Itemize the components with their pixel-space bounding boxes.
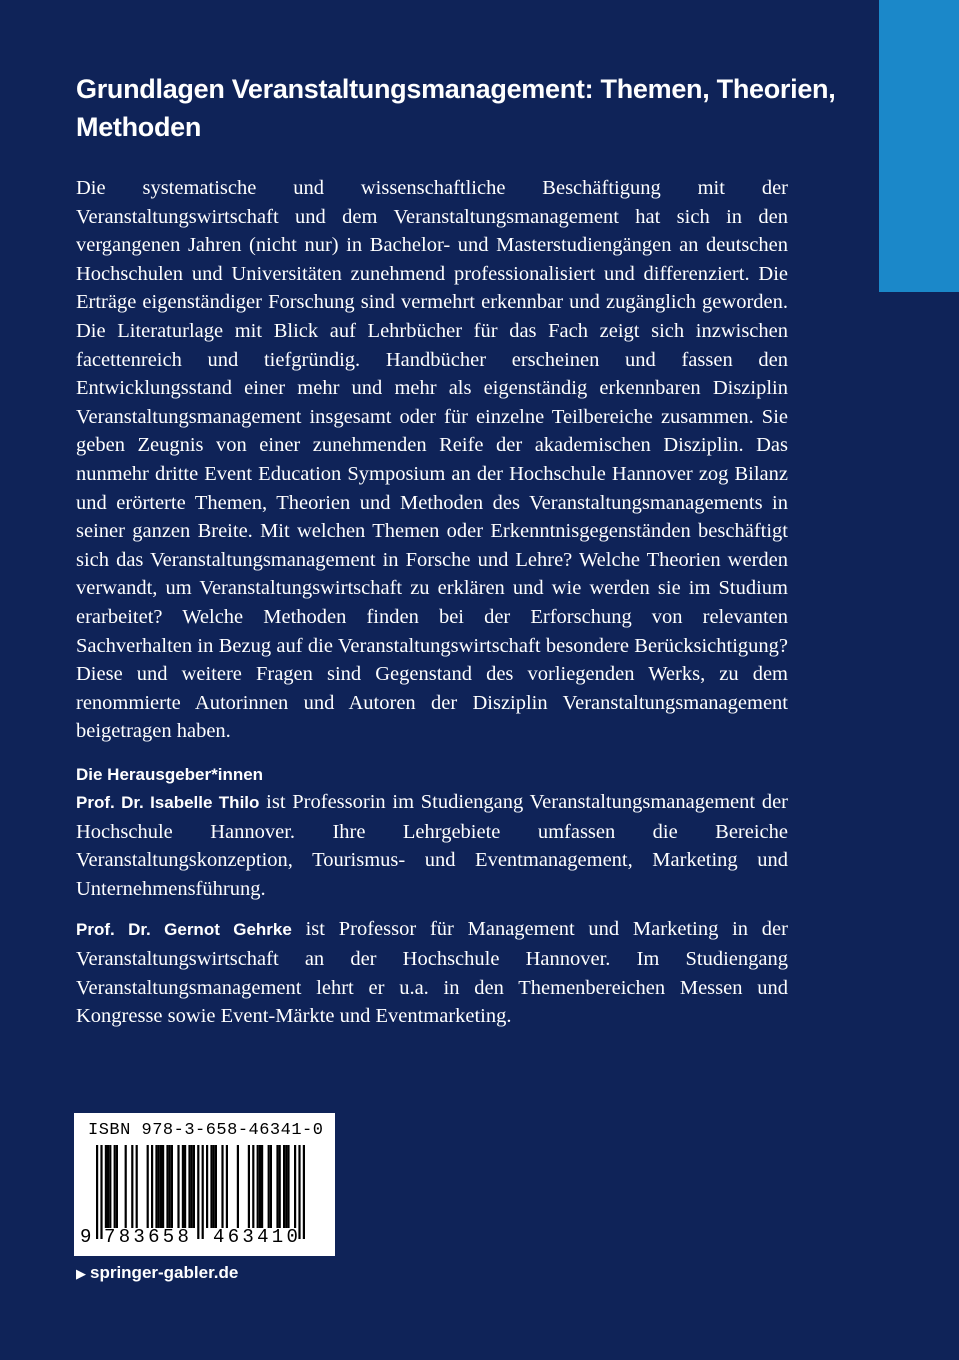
barcode-bar <box>100 1145 102 1239</box>
editor-name: Prof. Dr. Gernot Gehrke <box>76 920 292 940</box>
editors-heading: Die Herausgeber*innen <box>76 765 264 784</box>
ean-right-digits: 463410 <box>213 1226 302 1248</box>
publisher-link[interactable] <box>76 1261 238 1286</box>
barcode-bar <box>177 1145 179 1228</box>
isbn-label: ISBN 978-3-658-46341-0 <box>88 1121 324 1140</box>
barcode-bar <box>116 1145 118 1228</box>
blurb-paragraph: Die systematische und wissenschaftliche Beschäftigung mit der Veranstaltungswirtschaft und dem Veranstaltungsmanagement hat sich in den vergangenen Jahren (nicht nur) in Bachelor- und Masterstudiengängen an deutschen Hochschulen und Universitäten zunehmend professionalisiert und differenziert. Die Erträge eigenständiger Forschung sind vermehrt erkennbar und zugänglich geworden. Die Literaturlage mit Blick auf Lehrbücher für das Fach zeigt sich inzwischen facettenreich und tiefgründig. Handbücher erscheinen und fassen den Entwicklungsstand einer mehr und mehr als eigenständig erkennbaren Disziplin Veranstaltungsmanagement insgesamt oder für einzelne Teilbereiche zusammen. Sie geben Zeugnis von einer zunehmenden Reife der akademischen Disziplin. Das nunmehr dritte Event Education Symposium an der Hochschule Hannover zog Bilanz und erörterte Themen, Theorien und Methoden des Veranstaltungsmanagements in seiner ganzen Breite. Mit welchen Themen oder Erkenntnisgegenständen beschäftigt sich das Veranstaltungsmanagement in Forsche und Lehre? Welche Theorien werden verwandt, um Veranstaltungswirtschaft zu erklären und wie werden sie im Studium erarbeitet? Welche Methoden finden bei der Erforschung von relevanten Sachverhalten in Bezug auf die Veranstaltungswirtschaft besondere Berücksichtigung? Diese und weitere Fragen sind Gegenstand des vorliegenden Werks, zu dem renommierte Autorinnen und Autoren der Disziplin Veranstaltungsmanagement beigetragen haben. <box>76 177 788 743</box>
barcode-bar <box>259 1145 261 1228</box>
barcode-bar <box>257 1145 259 1228</box>
barcode-bar <box>206 1145 208 1228</box>
barcode-bar <box>221 1145 223 1228</box>
barcode-bar <box>169 1145 171 1228</box>
barcode-bar <box>125 1145 127 1228</box>
barcode-bar <box>294 1145 296 1228</box>
accent-tab <box>879 0 959 292</box>
ean-first-digit: 9 <box>80 1226 92 1248</box>
barcode-bar <box>107 1145 109 1228</box>
barcode-bar <box>155 1145 157 1228</box>
barcode-bar <box>261 1145 263 1228</box>
barcode-bar <box>193 1145 195 1228</box>
ean-left-digits: 783658 <box>104 1226 193 1248</box>
barcode-bar <box>213 1145 215 1228</box>
barcode-bar <box>162 1145 164 1228</box>
barcode-bar <box>237 1145 239 1228</box>
barcode-bar <box>171 1145 173 1228</box>
barcode-bar <box>268 1145 270 1228</box>
barcode-bar <box>114 1145 116 1228</box>
barcode-bar <box>147 1145 149 1228</box>
barcode-bar <box>210 1145 212 1228</box>
barcode-bar <box>279 1145 281 1228</box>
barcode-bar <box>105 1145 107 1228</box>
barcode-bar <box>202 1145 204 1239</box>
barcode-bar <box>160 1145 162 1228</box>
barcode-bar <box>166 1145 168 1228</box>
barcode-bar <box>158 1145 160 1228</box>
blurb <box>76 174 788 746</box>
barcode-bar <box>184 1145 186 1228</box>
barcode-bar <box>131 1145 133 1228</box>
editor-bio-text: ist Professorin im Studiengang Veranstaltungsmanagement der Hochschule Hannover. Ihre Lehrgebiete umfassen die Bereiche Veranstaltungskonzeption, Tourismus- und Eventmanagement, Marketing und Unternehmensführung. <box>76 791 788 900</box>
editor-bio-thilo <box>76 788 788 903</box>
editor-bio-text: ist Professor für Management und Marketing in der Veranstaltungswirtschaft an der Hochschule Hannover. Im Studiengang Veranstaltungsmanagement lehrt er u.a. in den Themenbereichen Messen und Kongresse sowie Event-Märkte und Eventmarketing. <box>76 918 788 1028</box>
editor-name: Prof. Dr. Isabelle Thilo <box>76 793 260 812</box>
barcode-bar <box>226 1145 228 1228</box>
barcode-bar <box>188 1145 190 1228</box>
barcode-bar <box>191 1145 193 1228</box>
barcode-bar <box>96 1145 98 1239</box>
barcode-bar <box>197 1145 199 1239</box>
editors-section <box>76 762 788 1043</box>
barcode-bar <box>215 1145 217 1228</box>
barcode-bar <box>283 1145 285 1228</box>
barcode-bar <box>252 1145 254 1228</box>
barcode-bar <box>270 1145 272 1228</box>
isbn-barcode <box>74 1113 335 1256</box>
book-title: Grundlagen Veranstaltungsmanagement: Themen, Theorien, Methoden <box>76 74 836 142</box>
barcode-bar <box>287 1145 289 1228</box>
barcode-bar <box>303 1145 305 1239</box>
barcode-bar <box>276 1145 278 1228</box>
barcode-bar <box>298 1145 300 1239</box>
barcode-bar <box>136 1145 138 1228</box>
barcode-bar <box>285 1145 287 1228</box>
barcode-bar <box>248 1145 250 1228</box>
barcode-bar <box>109 1145 111 1228</box>
editor-bio-gehrke <box>76 915 788 1030</box>
arrow-icon: ▶ <box>76 1266 86 1281</box>
barcode-bar <box>182 1145 184 1228</box>
publisher-url: springer-gabler.de <box>90 1263 239 1282</box>
barcode-bar <box>151 1145 153 1228</box>
